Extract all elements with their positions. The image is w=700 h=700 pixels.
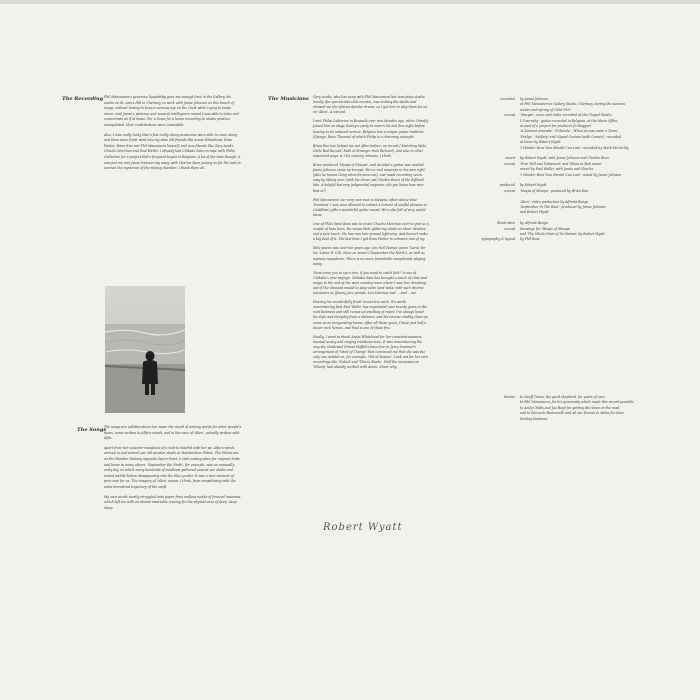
recording-text [104, 95, 242, 176]
credit-value: L'Overseby - guitar recorded in Belgium, at the Moon Office, [520, 118, 619, 123]
credit-value: 'I Wonder How Your Breath Can Last', recorded by Mark McCarthy [520, 145, 629, 150]
songs-text [104, 425, 242, 515]
recording-para-2: Also, I was really lucky that a few really classy musicians were able to come along and blow some fresh wind into my stale old friends like Annie Whitehead, Evan Parker, Brian Eno and Phil Manzanera himself, and new friends like Gary Azukx, Chucho Merchan and Paul Weller. I already had Chikako Sato on tape with Philip Catherine for a project that's frequent begun in Belgium. A lot of the time though, it was just me and Jamie hammering away, with Charles Rees joining us for the vets to unravel the mysteries of the mixing chamber. I thank them all. [104, 132, 241, 171]
musicians-para-5: Phil Manzanera: our very own man in Havana, often whose tone 'Frontera' I was once allowed to extract a torrent of soulful phrases in Castillian) gifts a wonderful guitar sound. He's also full of very useful ideas. [313, 197, 427, 217]
credit-key: recorded [500, 97, 515, 101]
credit-key: except [504, 113, 515, 118]
musicians-para-8: 'Now come you to sip a tree, if you want to catch fish?' is one of Chikako's nine sayings. Chikako Sato has brought a touch of class and magic to the end of the west country tours where I was live, breaking out of the classical mould to play violin (and viola) with such diverse musicians as (Jimmy Jazz pianist, Leo Solomon and ... and... me. [313, 270, 427, 296]
musicians-para-9: Hearing his wonderfully fresh recent trio work, it's worth remembering that Paul Weller has negotiated over twenty years in the rock business and still comes up smelling of roses! I've always loved his style and integrity from a distance, and his intense vitality close-up came as an invigorating bonus. After all these years, I have just half a dozen rock heroes, and Paul is one of those five. [313, 300, 428, 330]
credit-value: and Robert Wyatt [520, 210, 549, 215]
credit-value: mixed by Paul Weller, with Jamie and Charles [520, 167, 594, 172]
credit-value: as part of a project for producer Jo Hoggart [520, 124, 591, 128]
credit-value: at Phil Manzanera's Gallery Studio, Chertsey, during the autumn, [520, 102, 626, 107]
thanks-line: to Geoff Travis, the good shepherd, for years of care, [520, 395, 606, 399]
thanks-line: and to Riccardo Bertoncelli and all our friends in Milan for their [520, 411, 624, 416]
credit-row [481, 237, 690, 242]
photo-child-seawall [105, 286, 185, 413]
musicians-para-1: Gary Azukx, who has sung with Phil Manzanera but now plays studio mostly (for spectacular club events), was visiting the studio and showed me the African djembe drums, so I got him to play them for us on 'Alien'. A natural. [313, 95, 428, 115]
credit-value: by Jamie Johnson [520, 97, 548, 101]
credit-value: drawings for 'Heaps of Sheeps' [520, 226, 571, 231]
musicians-para-10: Finally, I want to thank Annie Whitehead for her conscientiousness, musical acuity and singing trombone tone. It was remembering the way she shadowed Ernest Hoffek's bass line on Jerry Dammer's arrangement of 'Wind of Change' that convinced me that she was the only one needed on, for example, 'Old of Season'. Look out for her own recordings like 'Naked' and 'This is Shade'. Half the musicians on 'Shleep' had already worked with Annie. Shear why. [313, 334, 428, 370]
credit-value: and 'The Whole Point of No Return' by Robert Wyatt [520, 232, 605, 236]
page-edge [0, 0, 700, 4]
credit-value: by Robert Wyatt [520, 183, 547, 188]
credit-value: by Phil Rose [520, 237, 540, 242]
songs-para-1: The songs are collaborations too: some the result of writing words for other people's tunes, some written to Alfie's words, and in the case of 'Alien', actually written with Alfie. [104, 425, 242, 441]
credit-value: 'I Wonder How Your Breath Can Last', mixed by Jamie Johnson [520, 172, 622, 177]
musicians-para-2: I met Philip Catherine in Brussels over two decades ago, when I briefly joined him on stage during a party to mourn his last few night before leaving to do national service. Belgium has a unique guitar tradition (Django, Rene Thomas) of which Philip is a charming example. [313, 119, 429, 139]
credit-value: at home by Robert Wyatt [520, 140, 561, 145]
credit-key: mixed [505, 156, 515, 161]
credit-value: 'Alien', video production by Alfreda Benge [520, 199, 589, 204]
credit-key: except [504, 226, 515, 231]
musicians-para-4: Brian produced 'Heaps of Sheeps', and decided a guitar was needed. Jamie Johnson came up trumps. He's a real musician in his own right. (plus he knows Gong when he sees one), and made recording seem easy by taking over (with his clever pal Charles Rees) of the difficult bits. A helpful but very judgmental engineer. (do you know how rare that is?) [313, 163, 426, 193]
credit-value: 'A Sunsent Amanda', 'N'doeule', 'When Access wasn a Team', [520, 129, 619, 134]
songs-para-3: My own words mostly struggled onto paper from endless weeks of fevered insomnia, which left me with an almost insatiable craving for the abyssal ease of deep, deep sleep. [104, 494, 242, 510]
musicians-text [313, 95, 429, 374]
thanks-block [504, 395, 690, 422]
thanks-line: healing kindness. [520, 416, 549, 421]
credit-key: except [504, 188, 515, 193]
credit-value: winter and spring of 1996-1997 [520, 107, 572, 112]
signature: Robert Wyatt [323, 522, 403, 533]
credit-value: by Robert Wyatt, with Jamie Johnson and Charles Rees [520, 156, 609, 161]
thanks-label: thanks [504, 395, 515, 399]
musicians-heading: The Musicians [268, 96, 309, 102]
credit-value: 'Maryan', voice and violin recorded at the Chapel Studio, [520, 113, 613, 118]
credit-key: typography & layout [481, 237, 515, 242]
credit-value: 'Heaps of Sheeps', produced by Brian Eno. [520, 188, 590, 193]
musicians-para-3: Brian Eno has helped me out often before, on record ('Matching Mole, Little Red Record, Ruth Is Stranger than Richard), and also in other important ways. A 21st century virtuoso, I think. [313, 143, 427, 158]
thanks-line: to Andy Childs and Joe Boyd for getting the show on the road, [520, 405, 621, 410]
credit-value: 'September In The Rain', produced by Jamie Johnson [520, 205, 606, 209]
recording-heading: The Recording [62, 96, 104, 102]
credit-value: 'Fridge', 'Salifety' and 'Signal Curtain (with Carnet)', recorded [520, 134, 622, 139]
recording-para-1: Phil Manzanera's generous hospitality gave me enough time in the Gallery, his studio on St. Ann's Hill in Chertsey, to work with Jamie Johnson on this bunch of songs, without having to keep a nervous eye on the clock while trying to make music. And Jamie's patience and musical intelligence meant I was able to relax and concentrate as if at home. For a home for a home recording to studio produce manipulated, their contributions were invaluable. [104, 95, 239, 127]
musicians-para-6: One of Phil's best ideas was to invite Chucho Merchan over to give us a couple of bass lines. He wears little glittering cleats as sheer decisive and a sure touch. He has rare bite ground lightning. And doesn't make a big deal of it. The last time I got Evan Parker to enhance one of my [313, 221, 429, 242]
credit-value: by Alfreda Benge [520, 221, 548, 226]
musicians-para-7: little pieces was over ten years ago: (on Neil Haines' poem 'Caria' for his 'Listen It' CD). Here on newer ('September the Ninth'), as well as soprano saxophone. There is no more formidable saxophonist playing today. [313, 246, 426, 266]
credits-block [481, 97, 690, 327]
credit-key: illustration [497, 221, 515, 226]
songs-para-2: Apart from her souvenir snapshots of a visit to Madrid with her pa, Alfie's words arrived in and around our old wooden studio at Hamberston Fitties. The Fitties are on the Humber Estuary opposite Spurn Point, a vital resting place for migrant birds and home to many others. 'September the Ninth', for example, was an unusually early day on which many hundreds of swallows gathered around our studio and rested awhile before disappearing into the blue yonder. It was a rare moment of pure awe for us. The imagery of 'Alien' comes, I think, from empathising with the extra-terrestrial trajectory of the swift. [104, 445, 240, 489]
credit-key: produced [499, 183, 515, 188]
thanks-line: to Phil Manzanera, for his generosity which made this record possible, [520, 400, 635, 405]
credit-key: except [504, 161, 515, 166]
credit-value: 'Free Will and Testament' and 'Blues in Bob minor' [520, 161, 603, 166]
songs-heading: The Songs [77, 427, 107, 433]
thanks-lines [520, 395, 660, 422]
